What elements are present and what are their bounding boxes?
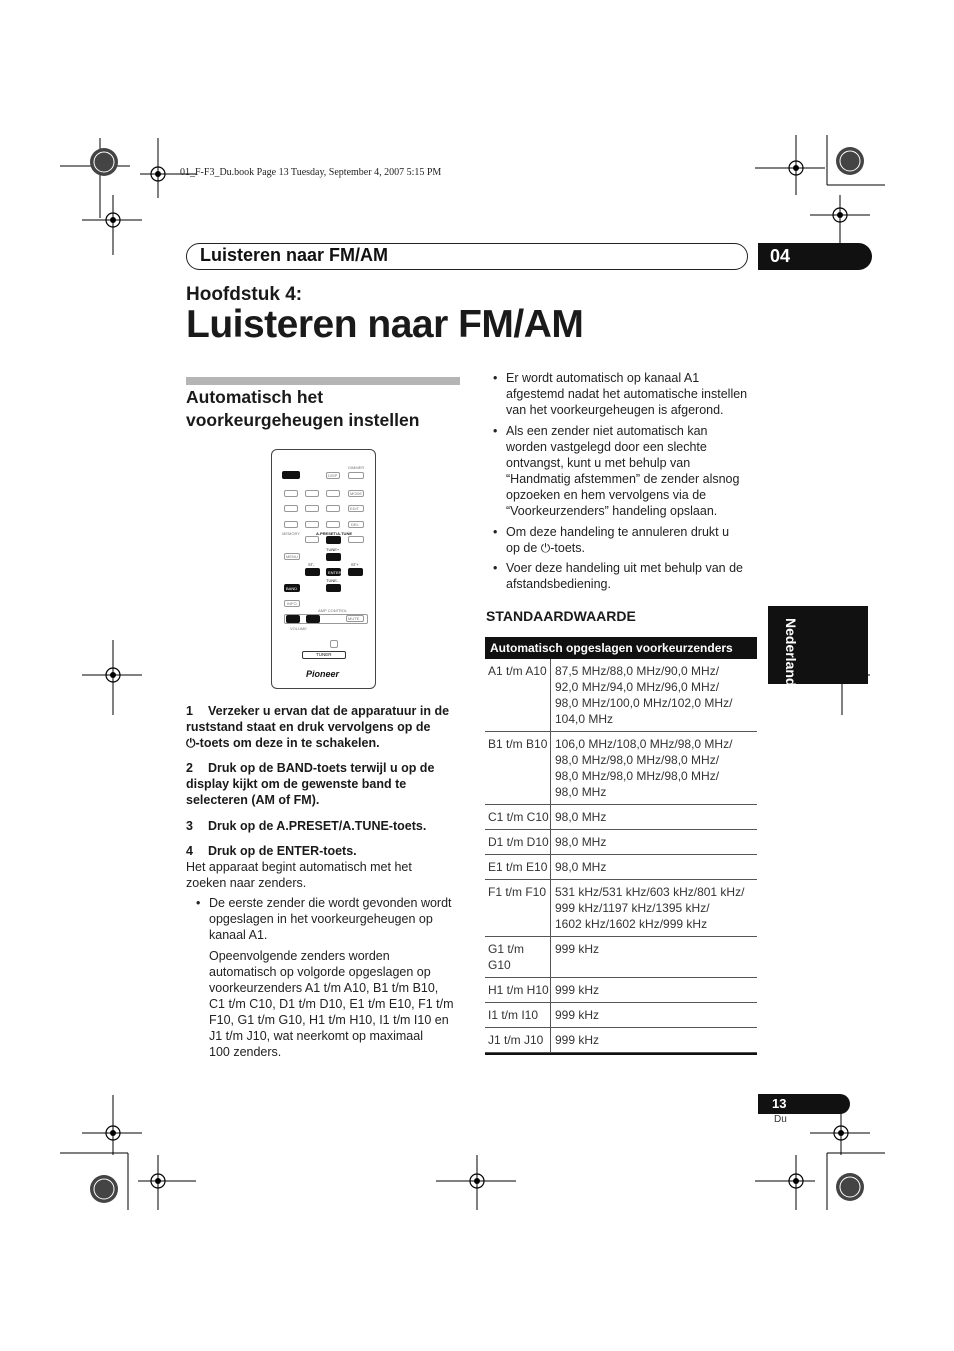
remote-btn-tune-plus bbox=[326, 553, 341, 561]
power-icon: ⏻ bbox=[186, 736, 196, 750]
frequency-line: 104,0 MHz bbox=[555, 712, 614, 726]
remote-digit-9 bbox=[326, 521, 340, 528]
bullet-dot: • bbox=[493, 561, 498, 575]
remote-btn-dimmer bbox=[348, 472, 364, 479]
crop-mark-bottom-left bbox=[60, 1095, 200, 1215]
table-cell-preset: I1 t/m I10 bbox=[485, 1003, 551, 1027]
remote-label-disp: DISP bbox=[328, 473, 338, 478]
right-bullet-2-line-1: Als een zender niet automatisch kan bbox=[506, 424, 708, 438]
step-2-line-3: selecteren (AM of FM). bbox=[186, 793, 320, 807]
bullet-dot: • bbox=[493, 371, 498, 385]
step-3-line-1: Druk op de A.PRESET/A.TUNE-toets. bbox=[208, 819, 427, 833]
step-1-line-3: -toets om deze in te schakelen. bbox=[195, 736, 380, 750]
section-title bbox=[186, 386, 466, 432]
left-para-line-7: 100 zenders. bbox=[209, 1045, 282, 1059]
power-icon: ⏻ bbox=[540, 541, 551, 555]
table-row bbox=[485, 855, 757, 880]
right-bullet-4 bbox=[493, 560, 762, 592]
remote-digit-6 bbox=[326, 505, 340, 512]
table-row bbox=[485, 937, 757, 978]
table-row bbox=[485, 880, 757, 937]
chapter-number-tab: 04 bbox=[758, 243, 872, 270]
remote-digit-1 bbox=[284, 490, 298, 497]
header-title: Luisteren naar FM/AM bbox=[200, 245, 389, 265]
print-info: 01_F-F3_Du.book Page 13 Tuesday, September 4, 2007 5:15 PM bbox=[180, 167, 442, 178]
remote-digit-7 bbox=[284, 521, 298, 528]
remote-brand-logo: Pioneer bbox=[306, 669, 340, 679]
remote-sensor bbox=[330, 640, 338, 648]
table-cell-preset: B1 t/m B10 bbox=[485, 732, 551, 804]
table-cell-frequencies bbox=[551, 978, 757, 1002]
step-4-body-line-2: zoeken naar zenders. bbox=[186, 876, 307, 890]
right-bullet-4-line-1: Voer deze handeling uit met behulp van de bbox=[506, 561, 743, 575]
step-1 bbox=[186, 703, 462, 751]
preset-table bbox=[485, 637, 757, 1055]
table-cell-preset: D1 t/m D10 bbox=[485, 830, 551, 854]
frequency-line: 999 kHz bbox=[555, 1033, 600, 1047]
frequency-line: 98,0 MHz bbox=[555, 810, 607, 824]
section-rule bbox=[186, 377, 460, 385]
power-button-icon bbox=[282, 471, 300, 479]
step-4-line-1: Druk op de ENTER-toets. bbox=[208, 844, 357, 858]
frequency-line: 999 kHz bbox=[555, 942, 600, 956]
bullet-dot: • bbox=[493, 525, 498, 539]
page-language: Du bbox=[774, 1114, 787, 1125]
step-1-line-2: ruststand staat en druk vervolgens op de bbox=[186, 720, 431, 734]
remote-label-apreset: A.PRESET/A.TUNE bbox=[316, 531, 353, 536]
step-1-line-1: Verzeker u ervan dat de apparatuur in de bbox=[208, 704, 450, 718]
remote-digit-4 bbox=[284, 505, 298, 512]
step-4 bbox=[186, 843, 462, 859]
remote-label-menu: MENU bbox=[286, 554, 298, 559]
remote-label-mode: MODE bbox=[350, 491, 362, 496]
step-2-number: 2 bbox=[186, 761, 193, 775]
table-header: Automatisch opgeslagen voorkeurzenders bbox=[485, 637, 757, 659]
left-bullet-paragraph bbox=[209, 948, 465, 1060]
table-cell-preset: A1 t/m A10 bbox=[485, 659, 551, 731]
remote-btn-st-minus bbox=[305, 568, 320, 576]
remote-label-tune-plus: TUNE+ bbox=[326, 547, 340, 552]
section-title-line-1: Automatisch het bbox=[186, 387, 324, 407]
table-row bbox=[485, 659, 757, 732]
step-2-line-2: display kijkt om de gewenste band te bbox=[186, 777, 407, 791]
table-row bbox=[485, 805, 757, 830]
page-number: 13 bbox=[758, 1094, 850, 1114]
bullet-dot: • bbox=[196, 896, 201, 910]
frequency-line: 98,0 MHz bbox=[555, 860, 607, 874]
right-bullet-1-line-3: van het voorkeurgeheugen is afgerond. bbox=[506, 403, 724, 417]
left-para-line-4: C1 t/m C10, D1 t/m D10, E1 t/m E10, F1 t/m bbox=[209, 997, 454, 1011]
right-bullet-2-line-4: “Handmatig afstemmen” de zender alsnog bbox=[506, 472, 740, 486]
table-row bbox=[485, 830, 757, 855]
step-2 bbox=[186, 760, 462, 808]
right-bullet-3-suffix: -toets. bbox=[550, 541, 586, 555]
table-bottom-rule bbox=[485, 1053, 757, 1055]
table-row bbox=[485, 1003, 757, 1028]
left-bullet-line-2: opgeslagen in het voorkeurgeheugen op bbox=[209, 912, 433, 926]
remote-digit-3 bbox=[326, 490, 340, 497]
table-cell-frequencies bbox=[551, 659, 757, 731]
frequency-line: 999 kHz bbox=[555, 1008, 600, 1022]
table-cell-frequencies bbox=[551, 1003, 757, 1027]
remote-label-dimmer: DIMMER bbox=[348, 465, 365, 470]
remote-label-band: BAND bbox=[286, 586, 298, 591]
step-2-line-1: Druk op de BAND-toets terwijl u op de bbox=[208, 761, 435, 775]
table-cell-frequencies bbox=[551, 830, 757, 854]
language-side-tab-label: Nederlands bbox=[783, 618, 799, 695]
remote-digit-5 bbox=[305, 505, 319, 512]
remote-label-info: INFO bbox=[287, 601, 297, 606]
frequency-line: 999 kHz bbox=[555, 983, 600, 997]
remote-digit-0 bbox=[348, 536, 364, 543]
right-bullet-3-line-1: Om deze handeling te annuleren drukt u bbox=[506, 525, 730, 539]
remote-label-st-plus: ST+ bbox=[351, 562, 359, 567]
remote-digit-10 bbox=[305, 536, 319, 543]
table-cell-frequencies bbox=[551, 855, 757, 879]
right-bullet-4-line-2: afstandsbediening. bbox=[506, 577, 611, 591]
left-para-line-2: automatisch op volgorde opgeslagen op bbox=[209, 965, 431, 979]
step-4-body bbox=[186, 859, 462, 891]
remote-digit-8 bbox=[305, 521, 319, 528]
table-row bbox=[485, 732, 757, 805]
right-bullet-3-line-2: op de bbox=[506, 541, 541, 555]
right-bullet-3 bbox=[493, 524, 762, 556]
crop-mark-top-left-inner bbox=[82, 195, 142, 255]
table-cell-preset: J1 t/m J10 bbox=[485, 1028, 551, 1052]
remote-label-amp-control: AMP CONTROL bbox=[318, 608, 348, 613]
remote-btn-st-plus bbox=[348, 568, 363, 576]
table-cell-frequencies bbox=[551, 805, 757, 829]
step-4-number: 4 bbox=[186, 844, 193, 858]
right-bullet-2-line-2: worden vastgelegd door een slechte bbox=[506, 440, 707, 454]
remote-btn-vol-minus bbox=[286, 615, 300, 623]
remote-btn-tune-minus bbox=[326, 584, 341, 592]
crop-mark-left-middle bbox=[82, 640, 142, 720]
left-bullet-line-1: De eerste zender die wordt gevonden wordt bbox=[209, 896, 452, 910]
table-row bbox=[485, 1028, 757, 1053]
step-1-number: 1 bbox=[186, 704, 193, 718]
remote-label-volume: VOLUME bbox=[290, 626, 307, 631]
remote-label-tune-minus: TUNE- bbox=[326, 578, 339, 583]
table-cell-preset: C1 t/m C10 bbox=[485, 805, 551, 829]
step-4-body-line-1: Het apparaat begint automatisch met het bbox=[186, 860, 412, 874]
frequency-line: 98,0 MHz/98,0 MHz/98,0 MHz/ bbox=[555, 753, 720, 767]
crop-mark-bottom-center bbox=[436, 1155, 516, 1215]
table-cell-frequencies bbox=[551, 1028, 757, 1052]
left-bullet-line-3: kanaal A1. bbox=[209, 928, 268, 942]
left-para-line-3: voorkeurzenders A1 t/m A10, B1 t/m B10, bbox=[209, 981, 439, 995]
left-para-line-6: J1 t/m J10, wat neerkomt op maximaal bbox=[209, 1029, 423, 1043]
table-body bbox=[485, 659, 757, 1053]
right-bullet-2 bbox=[493, 423, 762, 519]
frequency-line: 98,0 MHz/98,0 MHz/98,0 MHz/ bbox=[555, 769, 720, 783]
frequency-line: 98,0 MHz/100,0 MHz/102,0 MHz/ bbox=[555, 696, 733, 710]
frequency-line: 999 kHz/1197 kHz/1395 kHz/ bbox=[555, 901, 710, 915]
frequency-line: 1602 kHz/1602 kHz/999 kHz bbox=[555, 917, 708, 931]
left-para-line-1: Opeenvolgende zenders worden bbox=[209, 949, 390, 963]
remote-digit-2 bbox=[305, 490, 319, 497]
chapter-label: Hoofdstuk 4: bbox=[186, 284, 303, 305]
remote-control-illustration bbox=[271, 449, 376, 689]
right-bullet-1 bbox=[493, 370, 762, 418]
right-bullet-1-line-1: Er wordt automatisch op kanaal A1 bbox=[506, 371, 700, 385]
table-cell-preset: G1 t/m G10 bbox=[485, 937, 551, 977]
right-bullet-2-line-5: opzoeken en hem vervolgens via de bbox=[506, 488, 707, 502]
right-bullet-2-line-6: “Voorkeurzenders” handeling opslaan. bbox=[506, 504, 718, 518]
table-cell-preset: H1 t/m H10 bbox=[485, 978, 551, 1002]
remote-label-mute: MUTE bbox=[348, 616, 360, 621]
step-3 bbox=[186, 818, 462, 834]
left-para-line-5: F10, G1 t/m G10, H1 t/m H10, I1 t/m I10 en bbox=[209, 1013, 449, 1027]
table-cell-preset: F1 t/m F10 bbox=[485, 880, 551, 936]
right-bullet-2-line-3: ontvangst, kunt u met behulp van bbox=[506, 456, 691, 470]
table-cell-frequencies bbox=[551, 732, 757, 804]
frequency-line: 531 kHz/531 kHz/603 kHz/801 kHz/ bbox=[555, 885, 745, 899]
remote-label-enter: ENTER bbox=[328, 570, 342, 575]
section-title-line-2: voorkeurgeheugen instellen bbox=[186, 410, 420, 430]
frequency-line: 98,0 MHz bbox=[555, 785, 607, 799]
table-cell-frequencies bbox=[551, 880, 757, 936]
table-cell-preset: E1 t/m E10 bbox=[485, 855, 551, 879]
right-bullet-1-line-2: afgestemd nadat het automatische instellen bbox=[506, 387, 748, 401]
table-cell-frequencies bbox=[551, 937, 757, 977]
frequency-line: 92,0 MHz/94,0 MHz/96,0 MHz/ bbox=[555, 680, 720, 694]
standard-title: STANDAARDWAARDE bbox=[486, 608, 636, 624]
remote-label-memory: MEMORY bbox=[282, 531, 300, 536]
bullet-dot: • bbox=[493, 424, 498, 438]
left-bullet bbox=[196, 895, 465, 943]
frequency-line: 87,5 MHz/88,0 MHz/90,0 MHz/ bbox=[555, 664, 720, 678]
frequency-line: 106,0 MHz/108,0 MHz/98,0 MHz/ bbox=[555, 737, 733, 751]
frequency-line: 98,0 MHz bbox=[555, 835, 607, 849]
table-row bbox=[485, 978, 757, 1003]
remote-label-tuner: TUNER bbox=[316, 652, 332, 657]
page-title: Luisteren naar FM/AM bbox=[186, 303, 584, 346]
remote-label-del: DEL bbox=[351, 522, 359, 527]
remote-label-st-minus: ST- bbox=[308, 562, 315, 567]
remote-btn-apreset bbox=[326, 536, 341, 544]
step-3-number: 3 bbox=[186, 819, 193, 833]
remote-label-edit: EDIT bbox=[350, 506, 360, 511]
remote-btn-vol-plus bbox=[306, 615, 320, 623]
